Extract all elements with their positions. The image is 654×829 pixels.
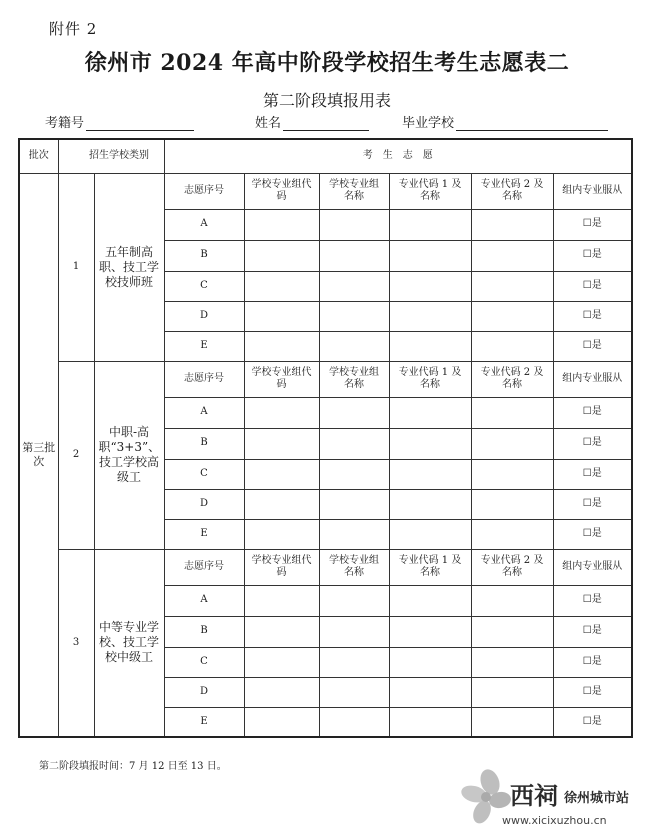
entry-cell[interactable] [319, 677, 389, 707]
entry-cell[interactable] [471, 616, 553, 647]
group-category: 中职-高职“3+3”、技工学校高级工 [94, 361, 164, 549]
wish-letter: B [164, 616, 244, 647]
group-number: 3 [58, 549, 94, 737]
entry-cell[interactable] [244, 647, 319, 677]
entry-cell[interactable] [471, 585, 553, 616]
batch-cell: 第三批次 [19, 173, 58, 737]
entry-cell[interactable] [319, 240, 389, 271]
exam-id-blank[interactable] [86, 116, 194, 131]
wish-letter: A [164, 585, 244, 616]
header-batch: 批次 [19, 139, 58, 173]
subheader-cell: 专业代码 1 及名称 [389, 173, 471, 209]
watermark-url: www.xicixuzhou.cn [502, 814, 607, 827]
entry-cell[interactable] [319, 459, 389, 489]
wish-letter: E [164, 331, 244, 361]
group-subheader-row [19, 549, 632, 585]
name-label: 姓名 [255, 116, 282, 131]
entry-cell[interactable] [389, 707, 471, 737]
entry-cell[interactable] [389, 271, 471, 301]
accept-checkbox[interactable]: ☐是 [553, 677, 632, 707]
form-title: 徐州市 2024 年高中阶段学校招生考生志愿表二 [84, 50, 570, 76]
entry-cell[interactable] [389, 240, 471, 271]
entry-cell[interactable] [244, 209, 319, 240]
subheader-cell: 专业代码 2 及名称 [471, 173, 553, 209]
entry-cell[interactable] [319, 331, 389, 361]
subheader-cell: 志愿序号 [164, 361, 244, 397]
entry-cell[interactable] [389, 519, 471, 549]
entry-cell[interactable] [389, 489, 471, 519]
entry-cell[interactable] [319, 271, 389, 301]
entry-cell[interactable] [471, 428, 553, 459]
wish-letter: B [164, 240, 244, 271]
subheader-cell: 学校专业组代码 [244, 173, 319, 209]
accept-checkbox[interactable]: ☐是 [553, 647, 632, 677]
wish-letter: B [164, 428, 244, 459]
accept-checkbox[interactable]: ☐是 [553, 616, 632, 647]
wish-letter: D [164, 489, 244, 519]
entry-cell[interactable] [319, 585, 389, 616]
wish-letter: D [164, 301, 244, 331]
attachment-label: 附件 2 [49, 20, 98, 38]
entry-cell[interactable] [471, 459, 553, 489]
entry-cell[interactable] [471, 519, 553, 549]
accept-checkbox[interactable]: ☐是 [553, 301, 632, 331]
wish-letter: C [164, 271, 244, 301]
school-label: 毕业学校 [402, 116, 455, 131]
wish-letter: A [164, 397, 244, 428]
accept-checkbox[interactable]: ☐是 [553, 240, 632, 271]
entry-cell[interactable] [389, 331, 471, 361]
accept-checkbox[interactable]: ☐是 [553, 707, 632, 737]
entry-cell[interactable] [389, 428, 471, 459]
group-number: 2 [58, 361, 94, 549]
entry-cell[interactable] [389, 301, 471, 331]
entry-cell[interactable] [244, 240, 319, 271]
entry-cell[interactable] [389, 397, 471, 428]
subheader-cell: 专业代码 1 及名称 [389, 361, 471, 397]
wish-letter: A [164, 209, 244, 240]
entry-cell[interactable] [244, 428, 319, 459]
entry-cell[interactable] [244, 271, 319, 301]
accept-checkbox[interactable]: ☐是 [553, 489, 632, 519]
exam-id-field [45, 112, 194, 131]
school-blank[interactable] [456, 116, 608, 131]
entry-cell[interactable] [244, 585, 319, 616]
group-subheader-row [19, 361, 632, 397]
wish-letter: E [164, 519, 244, 549]
wish-form-table [18, 138, 633, 738]
accept-checkbox[interactable]: ☐是 [553, 331, 632, 361]
entry-cell[interactable] [244, 397, 319, 428]
entry-cell[interactable] [244, 301, 319, 331]
accept-checkbox[interactable]: ☐是 [553, 519, 632, 549]
entry-cell[interactable] [244, 519, 319, 549]
exam-id-label: 考籍号 [45, 116, 85, 131]
wish-letter: E [164, 707, 244, 737]
group-category: 五年制高职、技工学校技师班 [94, 173, 164, 361]
subheader-cell: 学校专业组名称 [319, 173, 389, 209]
watermark-site: 徐州城市站 [564, 791, 630, 806]
group-category: 中等专业学校、技工学校中级工 [94, 549, 164, 737]
entry-cell[interactable] [471, 397, 553, 428]
subheader-cell: 组内专业服从 [553, 549, 632, 585]
name-blank[interactable] [283, 116, 369, 131]
entry-cell[interactable] [244, 459, 319, 489]
entry-cell[interactable] [389, 585, 471, 616]
entry-cell[interactable] [244, 707, 319, 737]
entry-cell[interactable] [389, 677, 471, 707]
name-field [255, 112, 369, 131]
entry-cell[interactable] [244, 489, 319, 519]
accept-checkbox[interactable]: ☐是 [553, 459, 632, 489]
accept-checkbox[interactable]: ☐是 [553, 209, 632, 240]
entry-cell[interactable] [389, 647, 471, 677]
entry-cell[interactable] [319, 209, 389, 240]
group-subheader-row [19, 173, 632, 209]
form-subtitle: 第二阶段填报用表 [262, 91, 391, 110]
wish-letter: D [164, 677, 244, 707]
entry-cell[interactable] [471, 707, 553, 737]
entry-cell[interactable] [319, 616, 389, 647]
deadline-note: 第二阶段填报时间：7 月 12 日至 13 日。 [39, 761, 227, 772]
xici-watermark [452, 762, 652, 828]
entry-cell[interactable] [319, 428, 389, 459]
entry-cell[interactable] [319, 397, 389, 428]
entry-cell[interactable] [319, 647, 389, 677]
subheader-cell: 组内专业服从 [553, 361, 632, 397]
header-category: 招生学校类别 [58, 139, 164, 173]
entry-cell[interactable] [319, 489, 389, 519]
subheader-cell: 学校专业组名称 [319, 549, 389, 585]
subheader-cell: 专业代码 1 及名称 [389, 549, 471, 585]
entry-cell[interactable] [471, 489, 553, 519]
subheader-cell: 专业代码 2 及名称 [471, 361, 553, 397]
entry-cell[interactable] [471, 331, 553, 361]
subheader-cell: 专业代码 2 及名称 [471, 549, 553, 585]
entry-cell[interactable] [244, 331, 319, 361]
entry-cell[interactable] [471, 240, 553, 271]
subheader-cell: 学校专业组代码 [244, 361, 319, 397]
watermark-brand: 西祠 [510, 782, 558, 810]
header-wishes: 考 生 志 愿 [164, 139, 632, 173]
subheader-cell: 学校专业组名称 [319, 361, 389, 397]
group-number: 1 [58, 173, 94, 361]
accept-checkbox[interactable]: ☐是 [553, 397, 632, 428]
wish-letter: C [164, 647, 244, 677]
accept-checkbox[interactable]: ☐是 [553, 585, 632, 616]
school-field [402, 112, 608, 131]
table-header-row [19, 139, 632, 173]
entry-cell[interactable] [319, 707, 389, 737]
subheader-cell: 学校专业组代码 [244, 549, 319, 585]
entry-cell[interactable] [471, 271, 553, 301]
entry-cell[interactable] [471, 677, 553, 707]
entry-cell[interactable] [471, 209, 553, 240]
entry-cell[interactable] [319, 519, 389, 549]
entry-cell[interactable] [244, 616, 319, 647]
wish-letter: C [164, 459, 244, 489]
subheader-cell: 志愿序号 [164, 173, 244, 209]
subheader-cell: 志愿序号 [164, 549, 244, 585]
entry-cell[interactable] [319, 301, 389, 331]
accept-checkbox[interactable]: ☐是 [553, 271, 632, 301]
entry-cell[interactable] [389, 459, 471, 489]
entry-cell[interactable] [471, 647, 553, 677]
entry-cell[interactable] [471, 301, 553, 331]
entry-cell[interactable] [244, 677, 319, 707]
subheader-cell: 组内专业服从 [553, 173, 632, 209]
entry-cell[interactable] [389, 616, 471, 647]
accept-checkbox[interactable]: ☐是 [553, 428, 632, 459]
entry-cell[interactable] [389, 209, 471, 240]
